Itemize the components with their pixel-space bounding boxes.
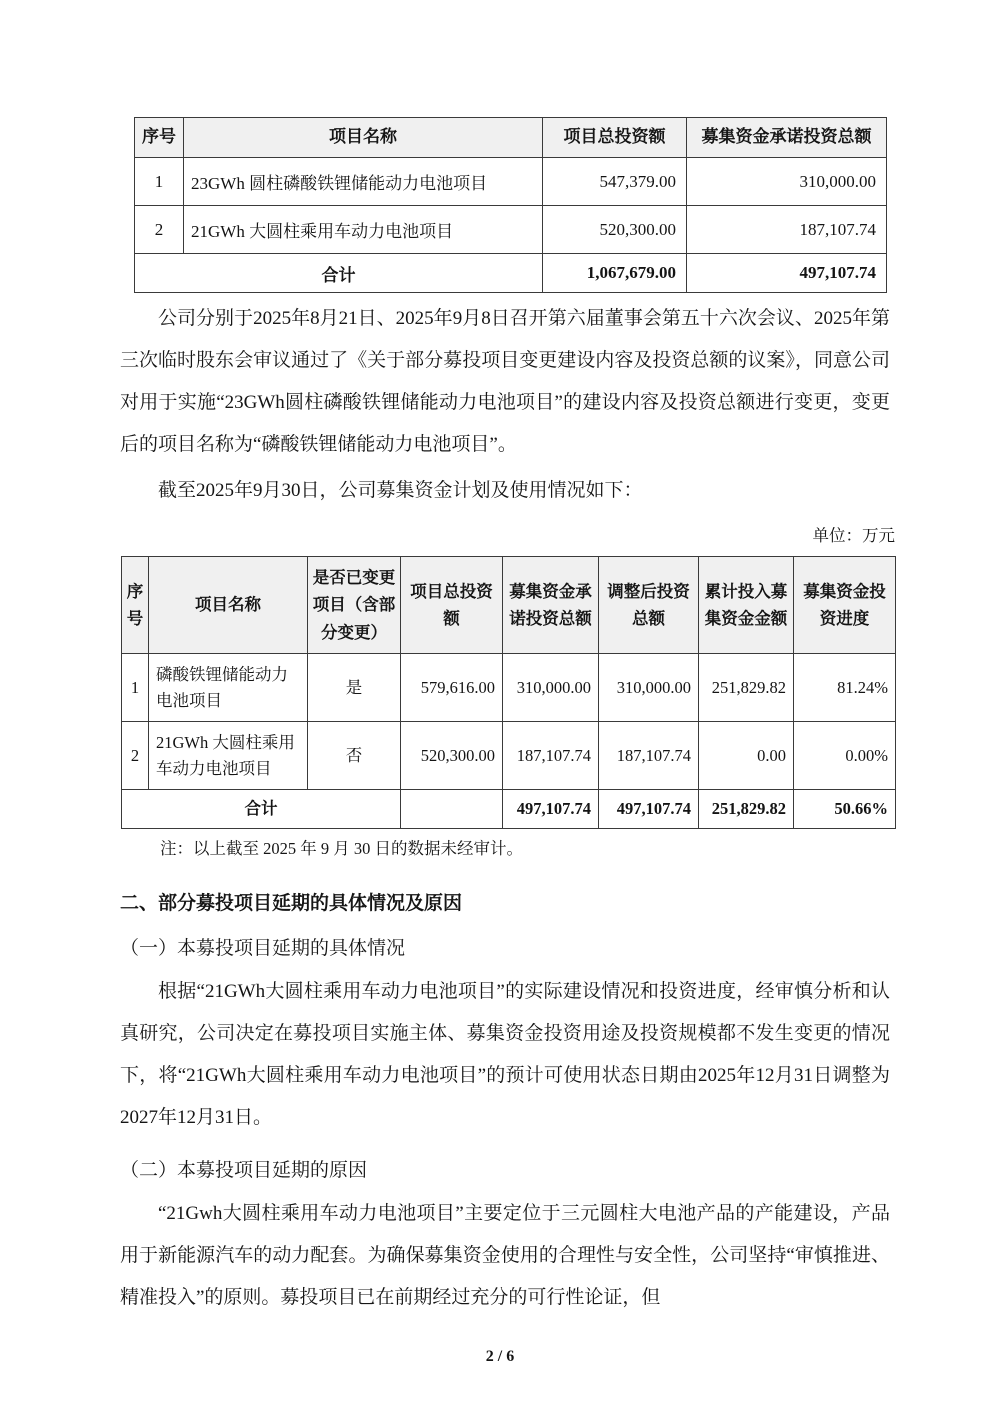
col-header-committed-funds: 募集资金承诺投资总额 xyxy=(687,118,887,158)
total-committed-sum: 497,107.74 xyxy=(503,790,599,829)
cell-total-investment: 547,379.00 xyxy=(543,158,687,206)
table-header-row xyxy=(135,118,887,158)
cell-no: 1 xyxy=(122,654,149,722)
cell-adjusted-investment: 187,107.74 xyxy=(599,722,699,790)
table-row xyxy=(122,654,896,722)
cell-cumulative-invested: 0.00 xyxy=(699,722,794,790)
fund-usage-table xyxy=(121,556,896,829)
subsection-2-heading: （二）本募投项目延期的原因 xyxy=(120,1160,368,1181)
total-investment-blank xyxy=(401,790,503,829)
cell-project-name: 21GWh 大圆柱乘用车动力电池项目 xyxy=(184,206,543,254)
total-investment-sum: 1,067,679.00 xyxy=(543,254,687,293)
col-header-committed-funds: 募集资金承诺投资总额 xyxy=(503,557,599,654)
subsection-1-heading: （一）本募投项目延期的具体情况 xyxy=(120,938,406,959)
subsection-1-paragraph: 根据“21GWh大圆柱乘用车动力电池项目”的实际建设情况和投资进度，经审慎分析和认真研究，公司决定在募投项目实施主体、募集资金投资用途及投资规模都不发生变更的情况下，将“21GWh大圆柱乘用车动力电池项目”的预计可使用状态日期由2025年12月31日调整为2027年12月31日。 xyxy=(120,981,890,1128)
col-header-no: 序号 xyxy=(135,118,184,158)
unit-label: 单位：万元 xyxy=(812,526,895,545)
paragraph-board-resolution: 公司分别于2025年8月21日、2025年9月8日召开第六届董事会第五十六次会议、2025年第三次临时股东会审议通过了《关于部分募投项目变更建设内容及投资总额的议案》，同意公司对用于实施“23GWh圆柱磷酸铁锂储能动力电池项目”的建设内容及投资总额进行变更，变更后的项目名称为“磷酸铁锂储能动力电池项目”。 xyxy=(120,308,890,455)
total-cumulative-sum: 251,829.82 xyxy=(699,790,794,829)
cell-total-investment: 520,300.00 xyxy=(543,206,687,254)
cell-total-investment: 579,616.00 xyxy=(401,654,503,722)
cell-project-name: 23GWh 圆柱磷酸铁锂储能动力电池项目 xyxy=(184,158,543,206)
table-row xyxy=(135,158,887,206)
table-header-row xyxy=(122,557,896,654)
project-investment-table xyxy=(134,117,887,293)
cell-committed-funds: 187,107.74 xyxy=(503,722,599,790)
cell-changed: 否 xyxy=(308,722,401,790)
cell-no: 2 xyxy=(135,206,184,254)
col-header-no: 序号 xyxy=(122,557,149,654)
total-label: 合计 xyxy=(122,790,401,829)
table-total-row xyxy=(122,790,896,829)
col-header-total-investment: 项目总投资额 xyxy=(543,118,687,158)
cell-cumulative-invested: 251,829.82 xyxy=(699,654,794,722)
col-header-changed: 是否已变更项目（含部分变更） xyxy=(308,557,401,654)
col-header-cumulative-invested: 累计投入募集资金金额 xyxy=(699,557,794,654)
table-row xyxy=(135,206,887,254)
total-label: 合计 xyxy=(135,254,543,293)
col-header-project-name: 项目名称 xyxy=(149,557,308,654)
cell-project-name: 21GWh 大圆柱乘用车动力电池项目 xyxy=(149,722,308,790)
cell-committed-funds: 310,000.00 xyxy=(503,654,599,722)
paragraph-fund-usage-intro: 截至2025年9月30日，公司募集资金计划及使用情况如下： xyxy=(158,480,643,501)
table-row xyxy=(122,722,896,790)
cell-total-investment: 520,300.00 xyxy=(401,722,503,790)
table-total-row xyxy=(135,254,887,293)
total-progress: 50.66% xyxy=(794,790,896,829)
cell-no: 1 xyxy=(135,158,184,206)
cell-project-name: 磷酸铁锂储能动力电池项目 xyxy=(149,654,308,722)
cell-committed-funds: 310,000.00 xyxy=(687,158,887,206)
total-committed-sum: 497,107.74 xyxy=(687,254,887,293)
subsection-2-paragraph: “21Gwh大圆柱乘用车动力电池项目”主要定位于三元圆柱大电池产品的产能建设，产品用于新能源汽车的动力配套。为确保募集资金使用的合理性与安全性，公司坚持“审慎推进、精准投入”的原则。募投项目已在前期经过充分的可行性论证，但 xyxy=(120,1203,890,1308)
total-adjusted-sum: 497,107.74 xyxy=(599,790,699,829)
col-header-adjusted-investment: 调整后投资总额 xyxy=(599,557,699,654)
cell-no: 2 xyxy=(122,722,149,790)
col-header-total-investment: 项目总投资额 xyxy=(401,557,503,654)
cell-progress: 81.24% xyxy=(794,654,896,722)
cell-committed-funds: 187,107.74 xyxy=(687,206,887,254)
section-heading: 二、部分募投项目延期的具体情况及原因 xyxy=(120,893,463,914)
table-note: 注：以上截至 2025 年 9 月 30 日的数据未经审计。 xyxy=(160,839,523,858)
cell-changed: 是 xyxy=(308,654,401,722)
page-number: 2 / 6 xyxy=(485,1348,515,1365)
col-header-project-name: 项目名称 xyxy=(184,118,543,158)
col-header-progress: 募集资金投资进度 xyxy=(794,557,896,654)
cell-adjusted-investment: 310,000.00 xyxy=(599,654,699,722)
cell-progress: 0.00% xyxy=(794,722,896,790)
